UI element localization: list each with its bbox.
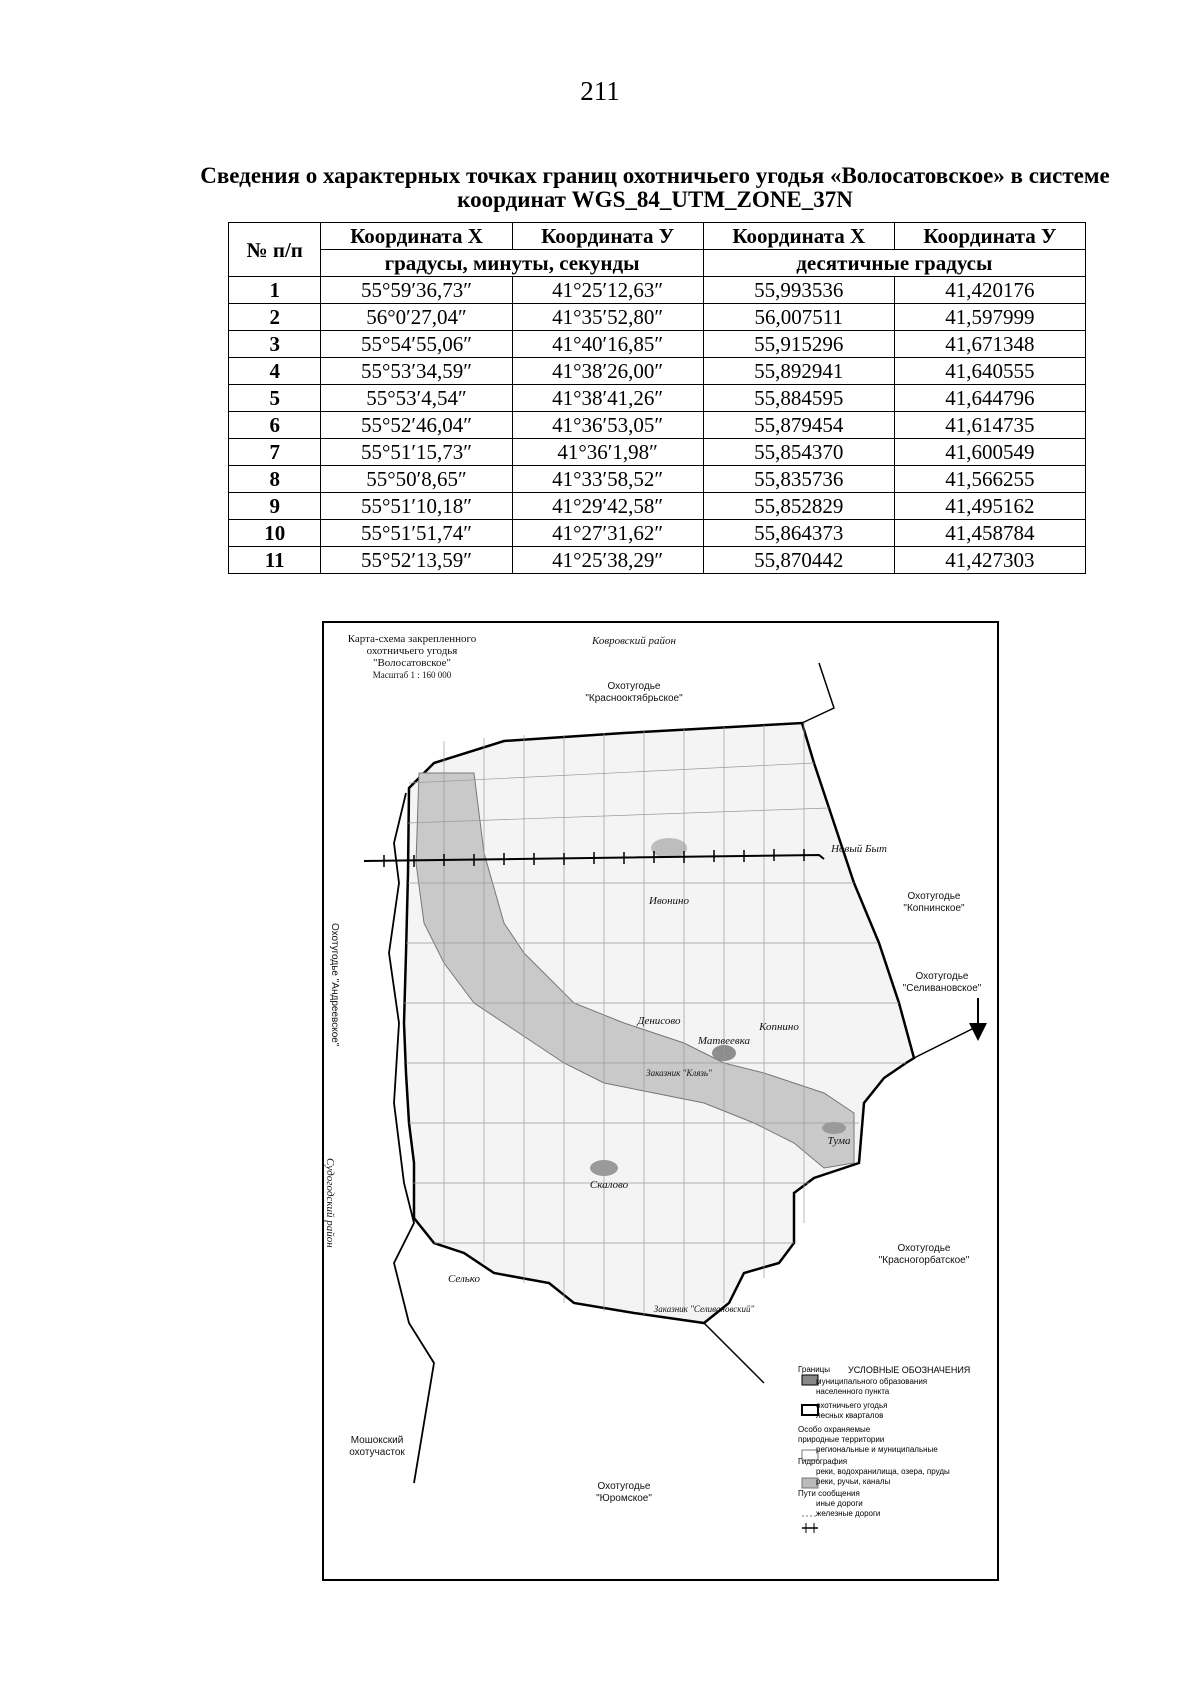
cell-dec-y: 41,600549: [894, 439, 1085, 466]
map-title-line-1: Карта-схема закрепленного: [347, 633, 477, 645]
cell-dms-y: 41°36′1,98″: [512, 439, 703, 466]
label-selivanovskoe: [892, 971, 992, 995]
reserve-selivanovsky: Заказник "Селивановский": [653, 1304, 755, 1314]
legend-routes-1: иные дороги: [816, 1499, 863, 1508]
title-line-2: координат WGS_84_UTM_ZONE_37N: [457, 187, 853, 212]
map-title-line-2: охотничьего угодья: [366, 645, 458, 657]
legend-protected-2: природные территории: [798, 1435, 885, 1444]
cell-dec-y: 41,614735: [894, 412, 1085, 439]
cell-dms-y: 41°36′53,05″: [512, 412, 703, 439]
label-krasnooktyabrskoe-2: "Краснооктябрьское": [585, 693, 683, 704]
map-scale: Масштаб 1 : 160 000: [372, 670, 452, 680]
cell-n: 8: [229, 466, 321, 493]
table-row: [229, 466, 1086, 493]
legend-hydro-1: реки, водохранилища, озера, пруды: [816, 1467, 950, 1476]
legend-municipal-2: населенного пункта: [816, 1387, 890, 1396]
settlement-tuma: [822, 1122, 846, 1134]
table-subheader-row: [229, 250, 1086, 277]
label-moshoksky-2: охотучасток: [349, 1447, 405, 1458]
header-x-dec: Координата X: [703, 223, 894, 250]
cell-n: 11: [229, 547, 321, 574]
town-sel: Селько: [447, 1273, 481, 1285]
cell-dec-y: 41,640555: [894, 358, 1085, 385]
cell-dms-y: 41°38′26,00″: [512, 358, 703, 385]
cell-dec-y: 41,597999: [894, 304, 1085, 331]
town-matveevka: Матвеевка: [697, 1035, 751, 1047]
cell-dms-x: 55°51′15,73″: [321, 439, 512, 466]
cell-dec-y: 41,671348: [894, 331, 1085, 358]
legend-hunting-2: лесных кварталов: [816, 1411, 884, 1420]
cell-dms-x: 55°51′51,74″: [321, 520, 512, 547]
cell-dec-x: 55,915296: [703, 331, 894, 358]
label-krasnooktyabrskoe-1: Охотугодье: [607, 681, 661, 692]
cell-n: 1: [229, 277, 321, 304]
cell-dec-x: 55,854370: [703, 439, 894, 466]
town-skalovo: Скалово: [589, 1179, 629, 1191]
map-title-line-3: "Волосатовское": [372, 657, 452, 669]
header-y-dec: Координата У: [894, 223, 1085, 250]
label-kovrov: Ковровский район: [591, 635, 677, 647]
map-title: [330, 633, 494, 681]
town-denisovo: Денисово: [637, 1015, 681, 1027]
title-line-1: Сведения о характерных точках границ охотничьего угодья «Волосатовское» в системе: [200, 163, 1110, 188]
cell-n: 9: [229, 493, 321, 520]
table-header-row: [229, 223, 1086, 250]
label-kopninskoe-2: "Копнинское": [903, 903, 965, 914]
label-selivanovskoe-1: Охотугодье: [915, 971, 969, 982]
label-krasnogorbatskoe-1: Охотугодье: [897, 1243, 951, 1254]
label-krasnogorbatskoe-2: "Красногорбатское": [878, 1255, 970, 1266]
cell-dec-x: 56,007511: [703, 304, 894, 331]
cell-dec-y: 41,566255: [894, 466, 1085, 493]
subheader-dec: десятичные градусы: [703, 250, 1085, 277]
label-yuromskoe: [564, 1481, 684, 1505]
table-row: [229, 493, 1086, 520]
table-body: [229, 277, 1086, 574]
cell-n: 5: [229, 385, 321, 412]
document-title: [160, 164, 1150, 212]
cell-n: 10: [229, 520, 321, 547]
cell-dec-x: 55,879454: [703, 412, 894, 439]
cell-dms-x: 55°52′46,04″: [321, 412, 512, 439]
town-novy-byt: Новый Быт: [831, 843, 887, 855]
cell-dms-y: 41°27′31,62″: [512, 520, 703, 547]
cell-dms-x: 55°53′4,54″: [321, 385, 512, 412]
neighbor-boundary-north: [802, 663, 834, 723]
label-sudogodsky: Судогодский район: [324, 1158, 336, 1248]
table-row: [229, 439, 1086, 466]
legend-routes: Пути сообщения: [798, 1489, 860, 1498]
cell-dms-x: 55°59′36,73″: [321, 277, 512, 304]
cell-n: 7: [229, 439, 321, 466]
cell-dms-x: 55°54′55,06″: [321, 331, 512, 358]
neighbor-boundary-south: [704, 1323, 764, 1383]
cell-dec-y: 41,644796: [894, 385, 1085, 412]
cell-n: 3: [229, 331, 321, 358]
label-kopninskoe-1: Охотугодье: [907, 891, 961, 902]
cell-dms-x: 55°51′10,18″: [321, 493, 512, 520]
label-krasnooktyabrskoe: [564, 681, 704, 705]
legend-header: [798, 1365, 998, 1375]
table-row: [229, 277, 1086, 304]
label-moshoksky-1: Мошокский: [350, 1435, 404, 1446]
cell-dec-x: 55,993536: [703, 277, 894, 304]
cell-dec-y: 41,458784: [894, 520, 1085, 547]
cell-dms-y: 41°29′42,58″: [512, 493, 703, 520]
cell-dms-x: 56°0′27,04″: [321, 304, 512, 331]
table-row: [229, 547, 1086, 574]
cell-dms-x: 55°50′8,65″: [321, 466, 512, 493]
cell-dms-y: 41°33′58,52″: [512, 466, 703, 493]
coordinates-table: [228, 222, 1086, 574]
legend-hydro-2: реки, ручьи, каналы: [816, 1477, 891, 1486]
cell-dec-x: 55,870442: [703, 547, 894, 574]
cell-dec-x: 55,884595: [703, 385, 894, 412]
cell-dec-x: 55,852829: [703, 493, 894, 520]
map-legend: [798, 1365, 998, 1519]
table-row: [229, 520, 1086, 547]
reserve-klyaz: Заказник "Клязь": [646, 1068, 712, 1078]
settlement-ivonino: [651, 838, 687, 858]
table-row: [229, 412, 1086, 439]
table-row: [229, 331, 1086, 358]
cell-dms-y: 41°40′16,85″: [512, 331, 703, 358]
cell-dms-y: 41°25′12,63″: [512, 277, 703, 304]
table-row: [229, 358, 1086, 385]
town-kopnino: Копнино: [759, 1021, 799, 1033]
subheader-dms: градусы, минуты, секунды: [321, 250, 703, 277]
label-krasnogorbatskoe: [864, 1243, 984, 1267]
cell-dms-y: 41°25′38,29″: [512, 547, 703, 574]
page-number: 211: [580, 76, 620, 106]
label-moshoksky: [332, 1435, 422, 1459]
legend-hydro: Гидрография: [798, 1457, 848, 1466]
legend-title: УСЛОВНЫЕ ОБОЗНАЧЕНИЯ: [848, 1365, 971, 1375]
legend-municipal-1: муниципального образования: [816, 1377, 928, 1386]
legend-routes-2: железные дороги: [816, 1509, 881, 1518]
legend-hunting-1: охотничьего угодья: [816, 1401, 888, 1410]
cell-dec-y: 41,427303: [894, 547, 1085, 574]
town-ivonino: Ивонино: [649, 895, 689, 907]
legend-protected-3: региональные и муниципальные: [816, 1445, 938, 1454]
cell-dms-x: 55°53′34,59″: [321, 358, 512, 385]
table-row: [229, 304, 1086, 331]
cell-dms-y: 41°38′41,26″: [512, 385, 703, 412]
header-y-dms: Координата У: [512, 223, 703, 250]
cell-n: 6: [229, 412, 321, 439]
cell-dms-x: 55°52′13,59″: [321, 547, 512, 574]
cell-n: 2: [229, 304, 321, 331]
label-yuromskoe-2: "Юромское": [596, 1493, 652, 1504]
legend-borders: Границы: [798, 1365, 830, 1374]
header-number: № п/п: [229, 223, 321, 277]
cell-n: 4: [229, 358, 321, 385]
cell-dec-x: 55,835736: [703, 466, 894, 493]
legend-protected-1: Особо охраняемые: [798, 1425, 871, 1434]
cell-dec-y: 41,420176: [894, 277, 1085, 304]
neighbor-boundary-east: [914, 1028, 974, 1058]
label-kopninskoe: [884, 891, 984, 915]
table-row: [229, 385, 1086, 412]
cell-dms-y: 41°35′52,80″: [512, 304, 703, 331]
label-yuromskoe-1: Охотугодье: [597, 1481, 651, 1492]
cell-dec-x: 55,864373: [703, 520, 894, 547]
label-andreevskoe: Охотугодье "Андреевское": [329, 923, 340, 1047]
map-scheme: [322, 621, 999, 1581]
header-x-dms: Координата X: [321, 223, 512, 250]
cell-dec-y: 41,495162: [894, 493, 1085, 520]
cell-dec-x: 55,892941: [703, 358, 894, 385]
label-selivanovskoe-2: "Селивановское": [902, 983, 982, 994]
town-tuma: Тума: [827, 1135, 851, 1147]
